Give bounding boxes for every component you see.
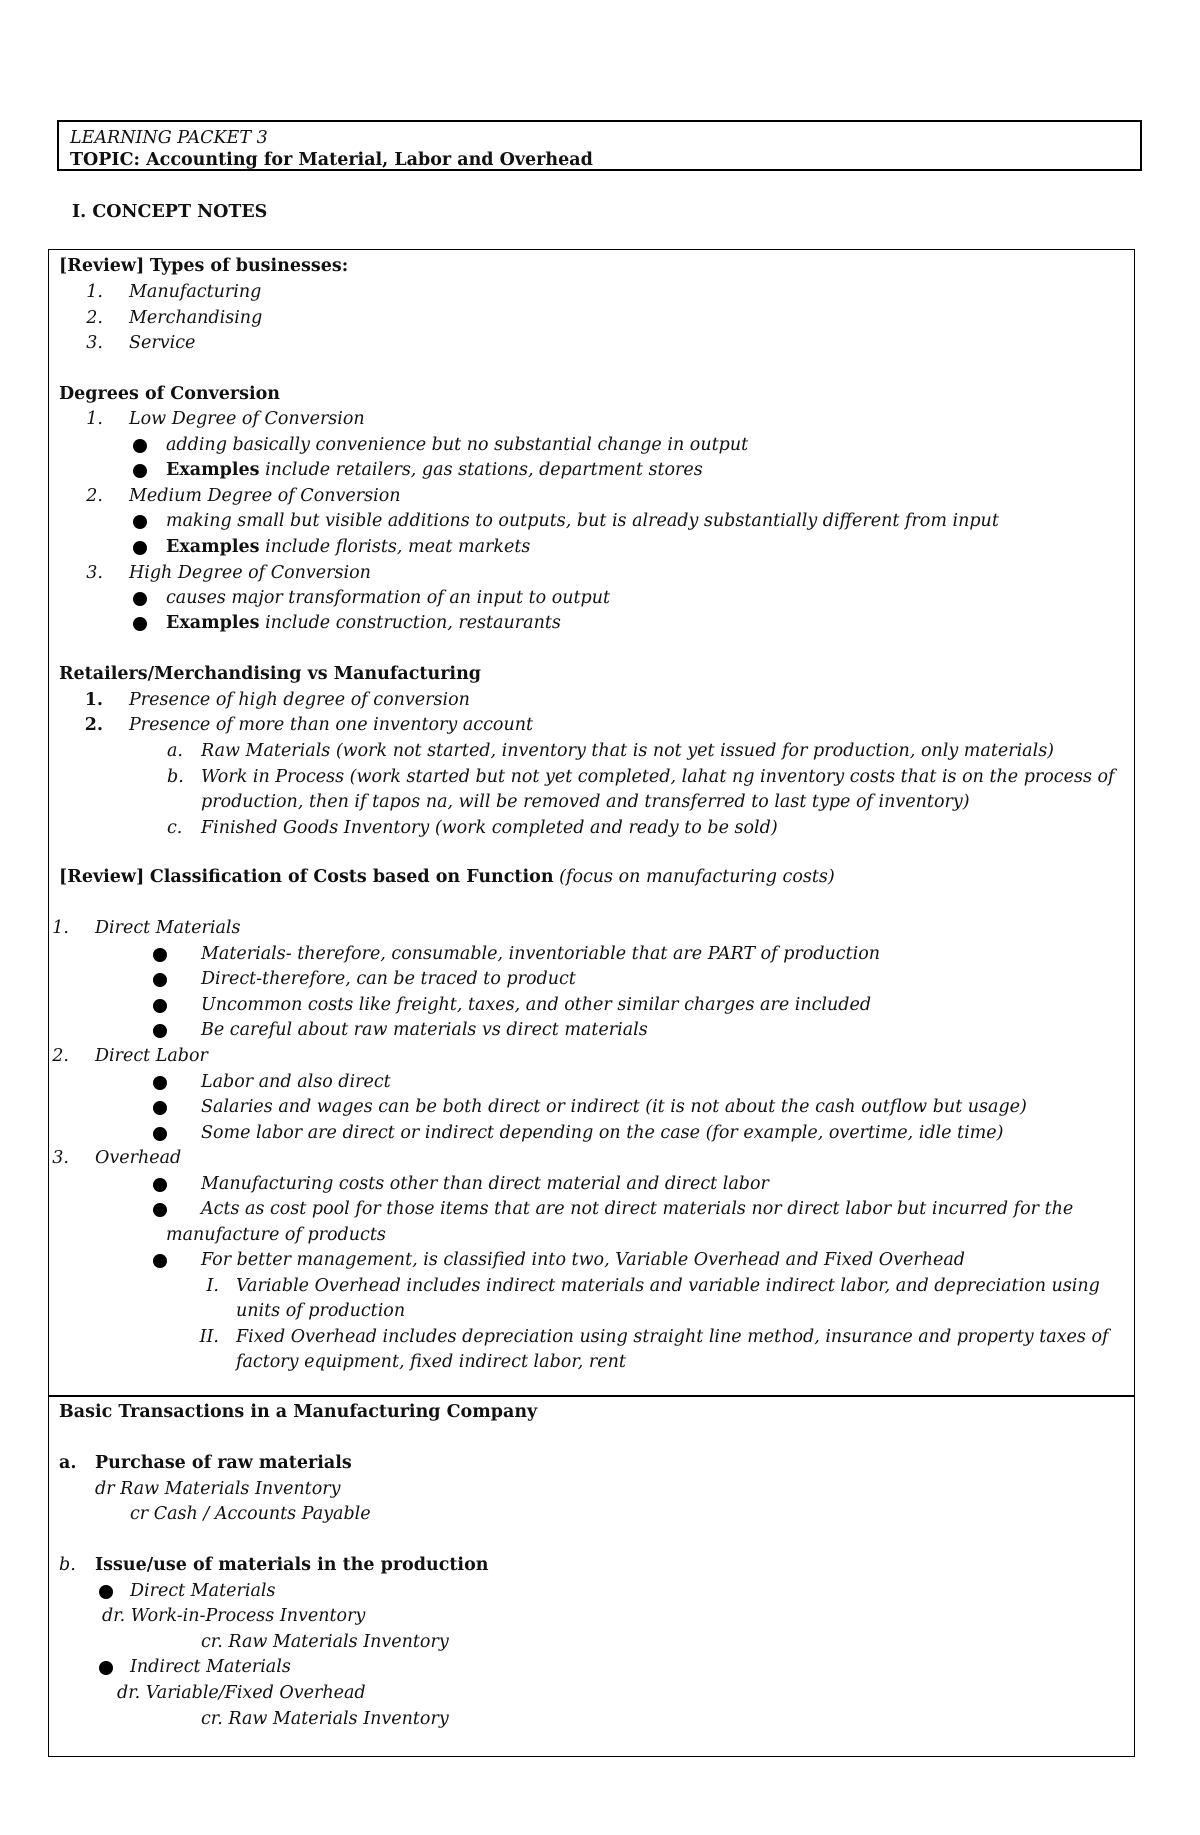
bullet-icon xyxy=(133,541,147,555)
list-item: Manufacturing xyxy=(129,282,262,302)
topic-title: TOPIC: Accounting for Material, Labor and Overhead xyxy=(70,150,593,170)
bullet-icon xyxy=(153,973,167,987)
bullet-icon xyxy=(133,592,147,606)
retail-heading: Retailers/Merchandising vs Manufacturing xyxy=(59,664,482,684)
examples-word: Examples xyxy=(166,537,260,557)
bullet-icon xyxy=(133,464,147,478)
examples-word: Examples xyxy=(166,460,260,480)
roman-label: II. xyxy=(199,1327,219,1347)
high-degree-label: High Degree of Conversion xyxy=(129,563,371,583)
medium-degree-examples xyxy=(166,535,530,561)
finished-goods-desc: Finished Goods Inventory (work completed and ready to be sold) xyxy=(201,818,778,838)
issue-title: Issue/use of materials in the production xyxy=(95,1555,489,1575)
transactions-heading: Basic Transactions in a Manufacturing Company xyxy=(59,1402,538,1422)
header-box xyxy=(57,120,1142,171)
degrees-heading: Degrees of Conversion xyxy=(59,384,281,404)
bullet-icon xyxy=(153,1203,167,1217)
journal-debit: dr. Variable/Fixed Overhead xyxy=(117,1683,366,1703)
classification-heading xyxy=(59,865,835,891)
dm-bullet: Be careful about raw materials vs direct materials xyxy=(201,1020,648,1040)
concept-notes-heading: I. CONCEPT NOTES xyxy=(72,202,268,222)
dl-bullet: Labor and also direct xyxy=(201,1072,391,1092)
examples-text: include retailers, gas stations, department stores xyxy=(259,460,703,480)
examples-word: Examples xyxy=(166,613,260,633)
overhead-label: Overhead xyxy=(95,1148,182,1168)
review-tag: [Review] xyxy=(59,867,145,887)
bullet-icon xyxy=(153,1076,167,1090)
types-heading-text: Types of businesses: xyxy=(149,256,349,276)
oh-bullet: Manufacturing costs other than direct material and direct labor xyxy=(201,1174,769,1194)
bullet-icon xyxy=(153,948,167,962)
oh-bullet-line2: manufacture of products xyxy=(166,1225,386,1245)
roman-label: I. xyxy=(206,1276,219,1296)
fixed-overhead-line1: Fixed Overhead includes depreciation using straight line method, insurance and property taxes of xyxy=(236,1327,1109,1347)
low-degree-desc: adding basically convenience but no substantial change in output xyxy=(166,435,749,455)
bullet-icon xyxy=(153,1127,167,1141)
packet-label: LEARNING PACKET 3 xyxy=(70,128,268,148)
examples-text: include construction, restaurants xyxy=(259,613,561,633)
review-tag: [Review] xyxy=(59,256,145,276)
direct-materials-label: Direct Materials xyxy=(95,918,241,938)
direct-materials-entry: Direct Materials xyxy=(130,1581,276,1601)
medium-degree-label: Medium Degree of Conversion xyxy=(129,486,401,506)
list-item: Merchandising xyxy=(129,308,263,328)
item-label: b. xyxy=(59,1555,76,1575)
bullet-icon xyxy=(133,617,147,631)
variable-overhead-line1: Variable Overhead includes indirect materials and variable indirect labor, and depreciation using xyxy=(236,1276,1100,1296)
bullet-icon xyxy=(153,1178,167,1192)
dl-bullet: Salaries and wages can be both direct or indirect (it is not about the cash outflow but usage) xyxy=(201,1097,1027,1117)
high-degree-examples xyxy=(166,611,561,637)
bullet-icon xyxy=(153,1254,167,1268)
dm-bullet: Direct-therefore, can be traced to product xyxy=(201,969,576,989)
list-item: Service xyxy=(129,333,196,353)
medium-degree-desc: making small but visible additions to outputs, but is already substantially different from input xyxy=(166,511,999,531)
raw-materials-desc: Raw Materials (work not started, inventory that is not yet issued for production, only materials) xyxy=(201,741,1055,761)
item-label: a. xyxy=(59,1453,77,1473)
journal-credit: cr Cash / Accounts Payable xyxy=(130,1504,371,1524)
oh-bullet: For better management, is classified into two, Variable Overhead and Fixed Overhead xyxy=(201,1250,966,1270)
sub-label: c. xyxy=(167,818,183,838)
journal-credit: cr. Raw Materials Inventory xyxy=(201,1709,449,1729)
dm-bullet: Uncommon costs like freight, taxes, and other similar charges are included xyxy=(201,995,872,1015)
journal-debit: dr. Work-in-Process Inventory xyxy=(102,1606,366,1626)
bullet-icon xyxy=(133,439,147,453)
variable-overhead-line2: units of production xyxy=(236,1301,406,1321)
low-degree-label: Low Degree of Conversion xyxy=(129,409,365,429)
bullet-icon xyxy=(153,1101,167,1115)
indirect-materials-entry: Indirect Materials xyxy=(130,1657,291,1677)
bullet-icon xyxy=(133,515,147,529)
direct-labor-label: Direct Labor xyxy=(95,1046,208,1066)
types-heading xyxy=(59,254,348,280)
wip-desc-line2: production, then if tapos na, will be removed and transferred to last type of inventory) xyxy=(201,792,970,812)
classification-heading-text: Classification of Costs based on Function xyxy=(149,867,554,887)
bullet-icon xyxy=(153,1024,167,1038)
bullet-icon xyxy=(99,1661,113,1675)
sub-label: b. xyxy=(167,767,184,787)
dm-bullet: Materials- therefore, consumable, inventoriable that are PART of production xyxy=(201,944,881,964)
retail-point-1: Presence of high degree of conversion xyxy=(129,690,470,710)
bullet-icon xyxy=(99,1585,113,1599)
classification-focus: (focus on manufacturing costs) xyxy=(559,867,835,887)
concept-notes-box: [Review] Types of businesses: 1. Manufacturing 2. Merchandising 3. Service Degrees of Conversion 1. Low Degree of Conversion adding basically convenience but no substantial change in output Examples include retailers, gas stations, department stores 2. Medium Degree of Conversion making small but visible additions to outputs, but is already substantially different from input Examples include florists, meat markets 3. High Degree of Conversion causes major transformation of an input to output Examples include construction, restaurants Retailers/Merchandising vs Manufacturing 1. Presence of high degree of conversion 2. Presence of more than one inventory account a. Raw Materials (work not started, inventory that is not yet issued for production, only materials) b. Work in Process (work started but not yet completed, lahat ng inventory costs that is on the process of production, then if tapos na, will be removed and transferred to last type of inventory) c. Finished Goods Inventory (work completed and ready to be sold) [Review] Classification of Costs based on Function (focus on manufacturing costs) 1. Direct Materials Materials- therefore, consumable, inventoriable that are PART of production Direct-therefore, can be traced to product Uncommon costs like freight, taxes, and other similar charges are included Be careful about raw materials vs direct materials 2. Direct Labor Labor and also direct Salaries and wages can be both direct or indirect (it is not about the cash outflow but usage) Some labor are direct or indirect depending on the case (for example, overtime, idle time) 3. Overhead Manufacturing costs other than direct material and direct labor Acts as cost pool for those items that are not direct materials nor direct labor but incurred for the manufacture of products For better management, is classified into two, Variable Overhead and Fixed Overhead I. Variable Overhead includes indirect materials and variable indirect labor, and depreciation using units of production II. Fixed Overhead includes depreciation using straight line method, insurance and property taxes of factory equipment, fixed indirect labor, rent xyxy=(48,249,1135,1397)
journal-debit: dr Raw Materials Inventory xyxy=(95,1479,341,1499)
retail-point-2: Presence of more than one inventory account xyxy=(129,715,534,735)
low-degree-examples xyxy=(166,458,703,484)
wip-desc-line1: Work in Process (work started but not yet completed, lahat ng inventory costs that is on the process of xyxy=(201,767,1115,787)
examples-text: include florists, meat markets xyxy=(259,537,531,557)
purchase-title: Purchase of raw materials xyxy=(95,1453,352,1473)
journal-credit: cr. Raw Materials Inventory xyxy=(201,1632,449,1652)
high-degree-desc: causes major transformation of an input to output xyxy=(166,588,611,608)
fixed-overhead-line2: factory equipment, fixed indirect labor, rent xyxy=(236,1352,626,1372)
sub-label: a. xyxy=(167,741,183,761)
bullet-icon xyxy=(153,999,167,1013)
oh-bullet-line1: Acts as cost pool for those items that are not direct materials nor direct labor but incurred for the xyxy=(201,1199,1074,1219)
transactions-box xyxy=(48,1395,1135,1757)
dl-bullet: Some labor are direct or indirect depending on the case (for example, overtime, idle time) xyxy=(201,1123,1004,1143)
